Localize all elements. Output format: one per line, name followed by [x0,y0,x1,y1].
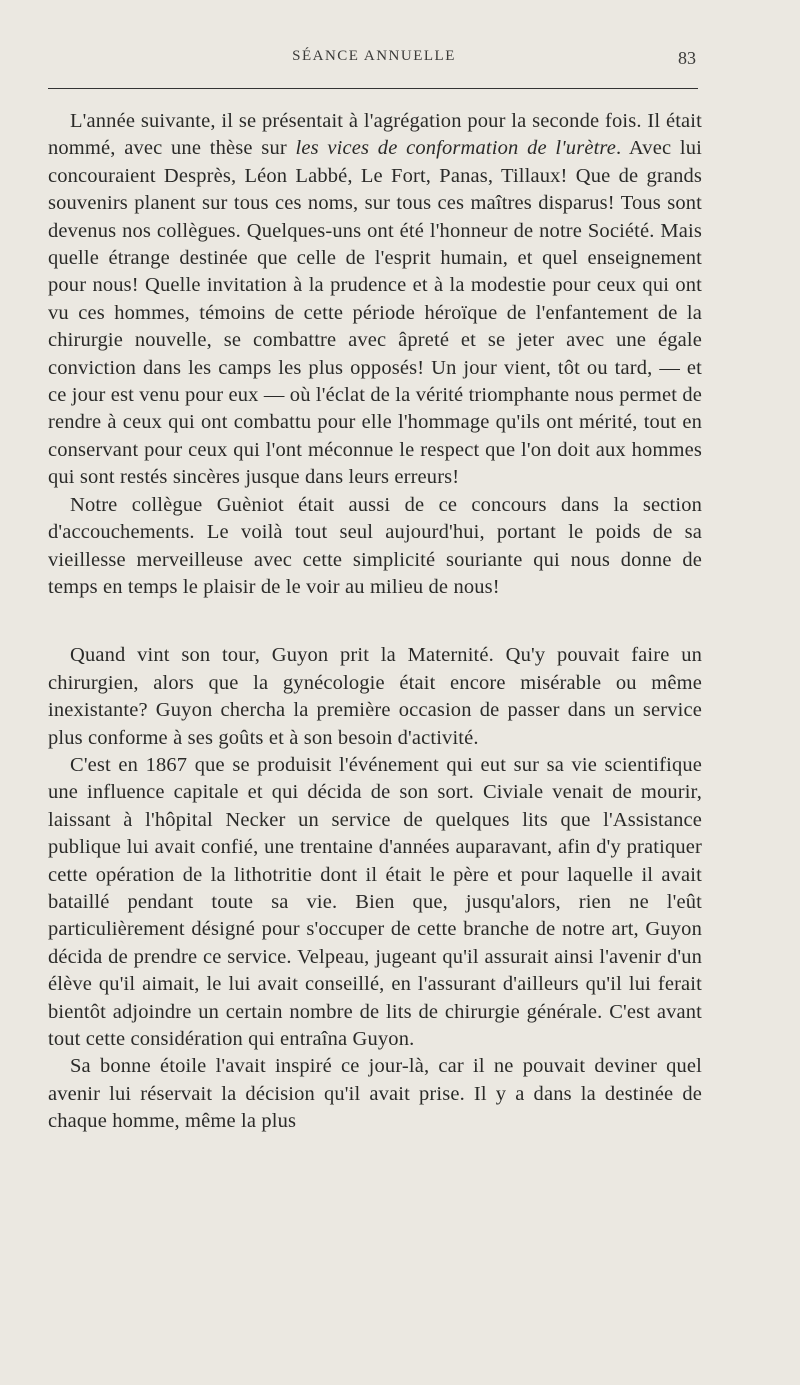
page-number: 83 [678,48,696,68]
paragraph-5: Sa bonne étoile l'avait inspiré ce jour-là, car il ne pouvait deviner quel avenir lui réservait la décision qu'il avait prise. Il y a dans la destinée de chaque homme, même la plus [48,1055,702,1133]
paragraph-2: Notre collègue Guèniot était aussi de ce concours dans la section d'accouchements. Le voilà tout seul aujourd'hui, portant le poids de sa vieillesse merveilleuse avec cette simplicité souriante qui nous donne de temps en temps le plaisir de le voir au milieu de nous! [48,493,702,598]
paragraph-3: Quand vint son tour, Guyon prit la Maternité. Qu'y pouvait faire un chirurgien, alors que la gynécologie était encore misérable ou même inexistante? Guyon chercha la première occasion de passer dans un service plus conforme à ses goûts et à son besoin d'activité. [48,644,702,749]
body-text [48,108,702,1136]
paragraph-1 [48,108,702,492]
paragraph-4: C'est en 1867 que se produisit l'événement qui eut sur sa vie scientifique une influence capitale et qui décida de son sort. Civiale venait de mourir, laissant à l'hôpital Necker un service de quelques lits que l'Assistance publique lui avait confié, une trentaine d'années auparavant, afin d'y pratiquer cette opération de la lithotritie dont il était le père et pour laquelle il avait bataillé pendant toute sa vie. Bien que, jusqu'alors, rien ne l'eût particulièrement désigné pour s'occuper de cette branche de notre art, Guyon décida de prendre ce service. Velpeau, jugeant qu'il assurait ainsi l'avenir d'un élève qu'il aimait, le lui avait conseillé, en l'assurant d'ailleurs qu'il lui ferait bientôt adjoindre un certain nombre de lits de chirurgie générale. C'est avant tout cette considération qui entraîna Guyon. [48,753,702,1050]
paragraph-1-text-a: L'année suivante, il se présentait à l'agrégation pour la seconde fois. Il était nommé, avec une thèse sur [48,110,702,160]
thesis-title: les vices de conformation de l'urètre [295,137,617,160]
section-gap [48,601,702,642]
paragraph-1-text-b: . Avec lui concouraient Desprès, Léon Labbé, Le Fort, Panas, Tillaux! Que de grands souvenirs planent sur tous ces noms, sur tous ces maîtres disparus! Tous sont devenus nos collègues. Quelques-uns ont été l'honneur de notre Société. Mais quelle étrange destinée que celle de l'esprit humain, et quel enseignement pour nous! Quelle invitation à la prudence et à la modestie pour ceux qui ont vu ces hommes, témoins de cette période héroïque de l'enfantement de la chirurgie nouvelle, se combattre avec âpreté et se jeter avec une égale conviction dans les camps les plus opposés! Un jour vient, tôt ou tard, — et ce jour est venu pour eux — où l'éclat de la vérité triomphante nous permet de rendre à ceux qui ont combattu pour elle l'hommage qu'ils ont mérité, tout en conservant pour ceux qui l'ont méconnue le respect que l'on doit aux hommes qui sont restés sincères jusque dans leurs erreurs! [48,137,702,489]
running-title: SÉANCE ANNUELLE [292,48,456,64]
page-header [48,48,700,70]
header-rule [48,88,698,89]
